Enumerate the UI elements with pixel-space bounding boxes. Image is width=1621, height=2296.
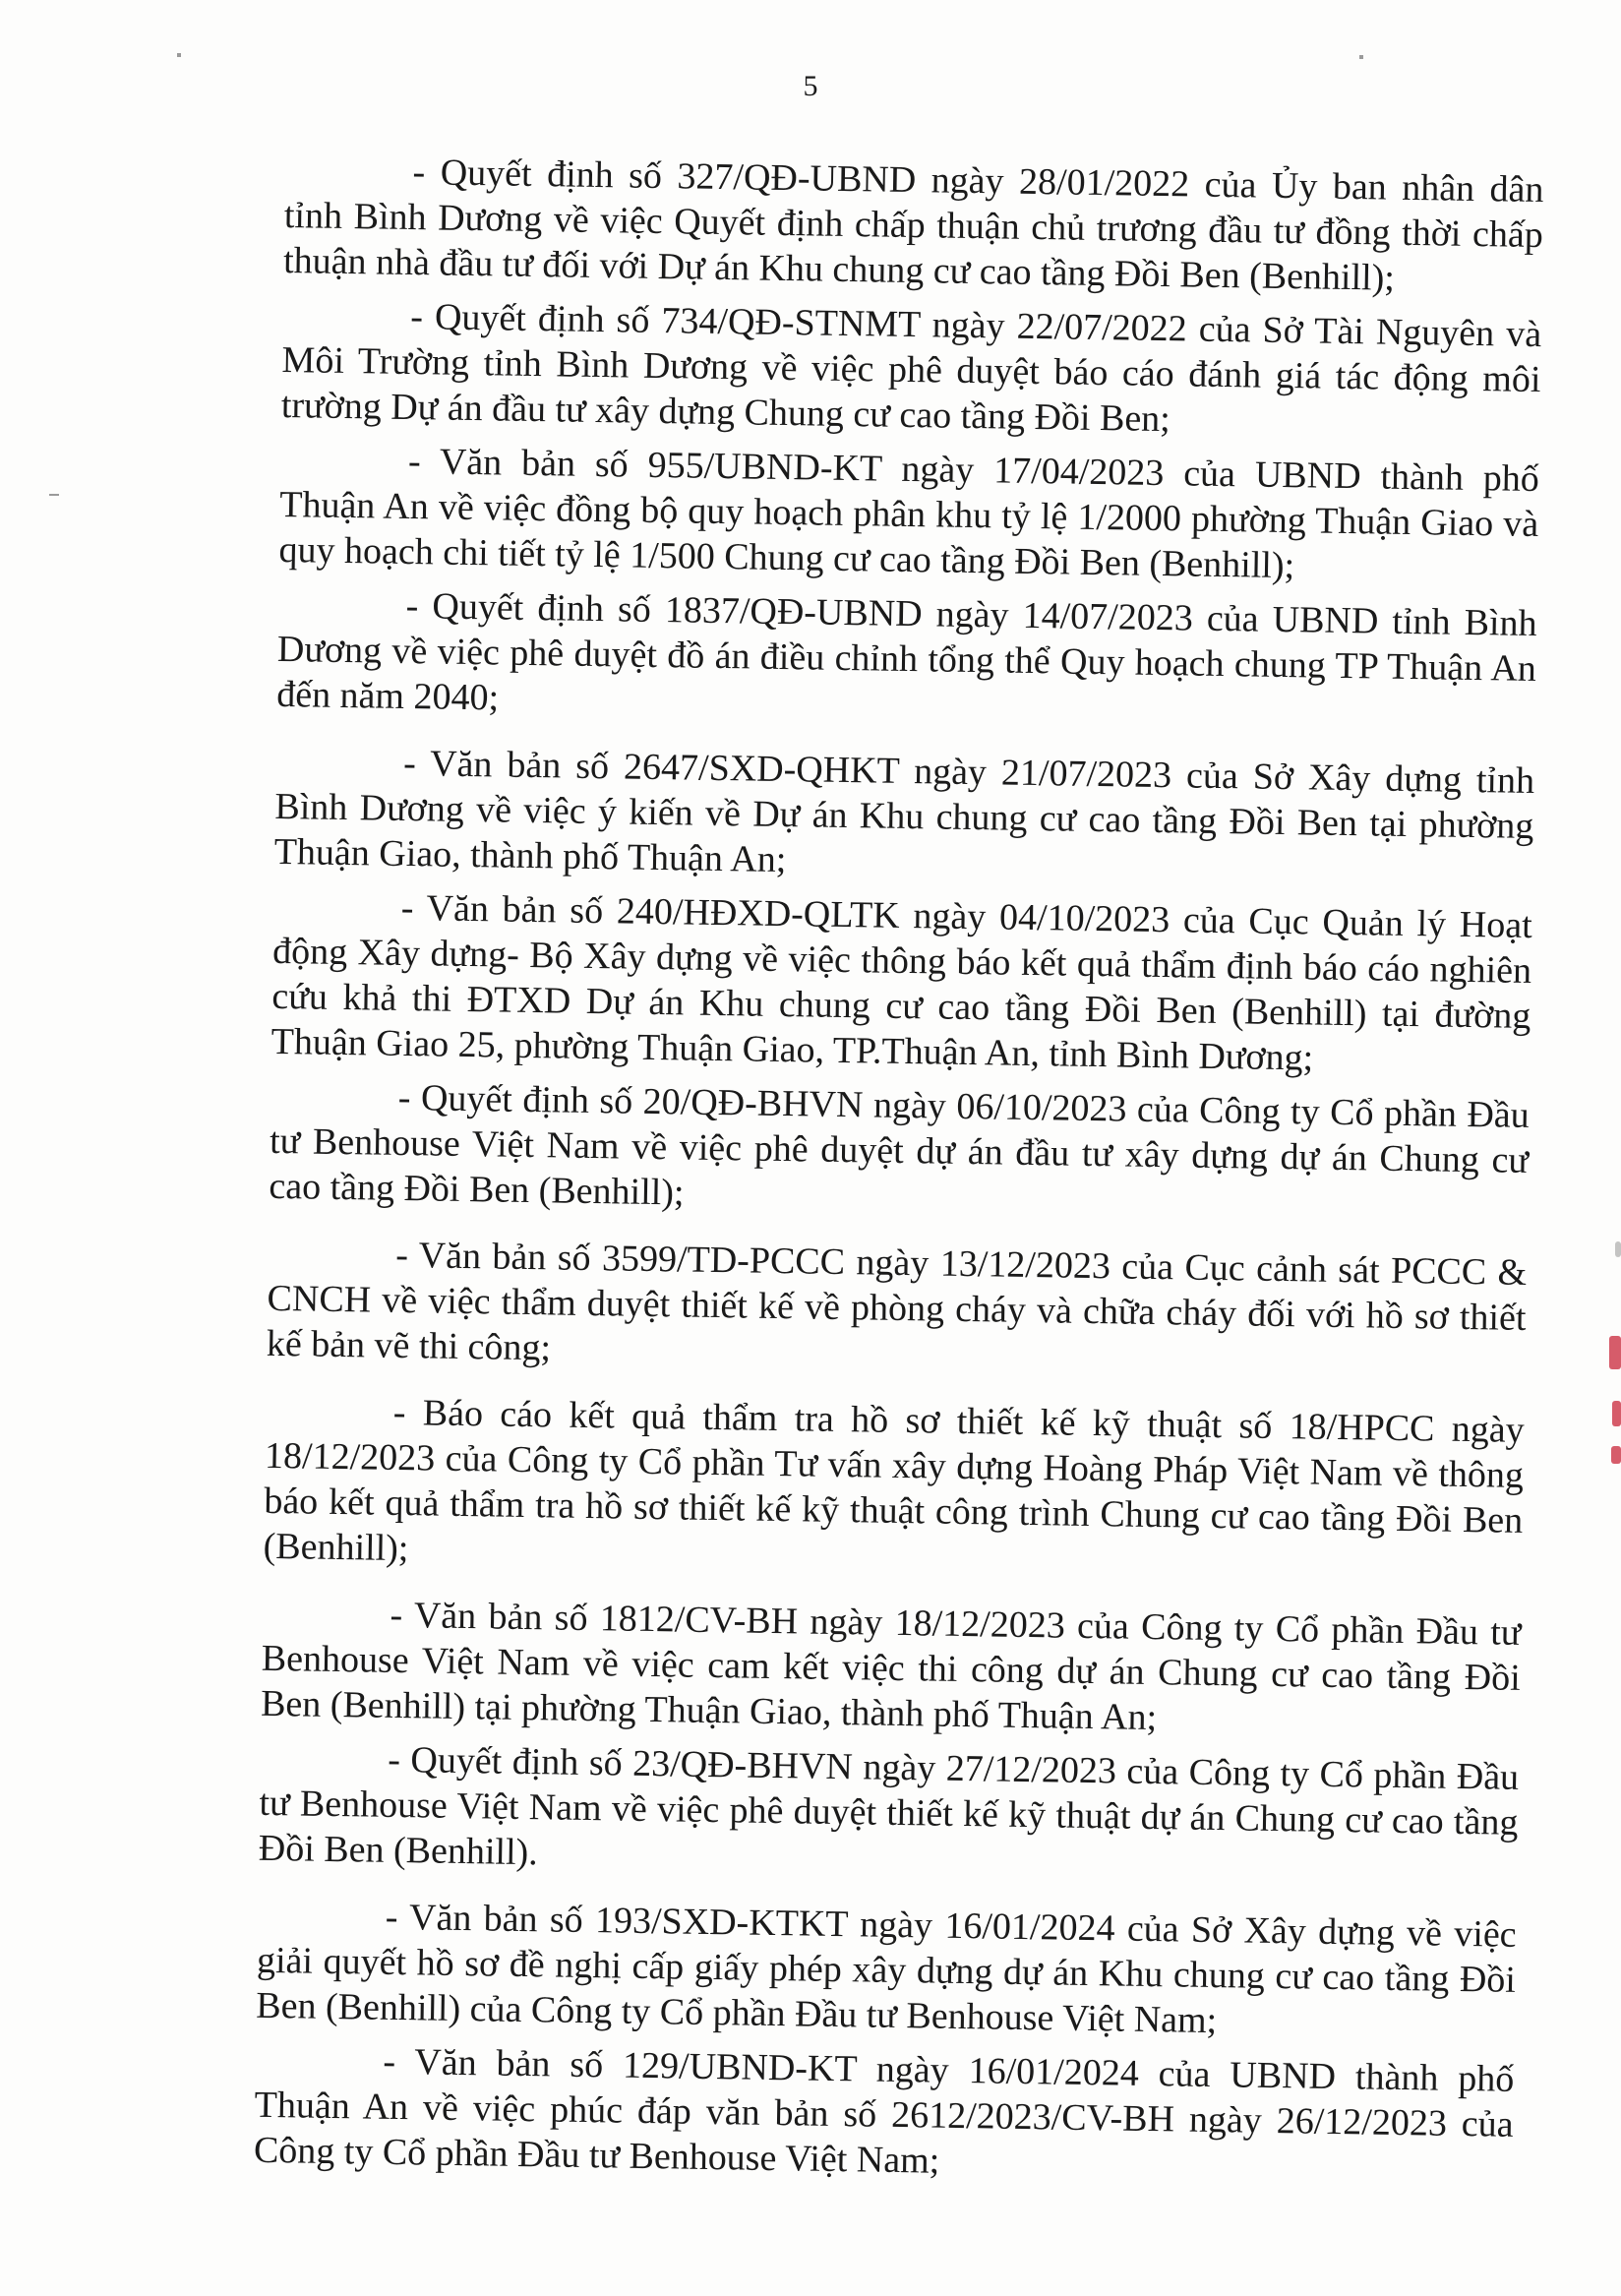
paragraph-7: - Quyết định số 20/QĐ-BHVN ngày 06/10/2023 của Công ty Cổ phần Đầu tư Benhouse Việt Nam về việc phê duyệt dự án đầu tư xây dựng dự án Chung cư cao tầng Đồi Ben (Benhill); [269, 1076, 1531, 1214]
paragraph-4: - Quyết định số 1837/QĐ-UBND ngày 14/07/2023 của UBND tỉnh Bình Dương về việc phê duyệt đồ án điều chỉnh tổng thể Quy hoạch chung TP Thuận An đến năm 2040; [275, 584, 1537, 719]
scan-edge-mark [1615, 1241, 1621, 1257]
paragraph-2: - Quyết định số 734/QĐ-STNMT ngày 22/07/2022 của Sở Tài Nguyên và Môi Trường tỉnh Bình Dương về việc phê duyệt báo cáo đánh giá tác động môi trường Dự án đầu tư xây dựng Chung cư cao tầng Đồi Ben; [280, 296, 1542, 441]
page-number: 5 [803, 70, 818, 102]
scan-speck [1359, 55, 1363, 59]
seal-edge-mark [1609, 1336, 1621, 1369]
scan-speck [49, 494, 59, 496]
scan-speck [177, 53, 181, 57]
paragraph-9: - Báo cáo kết quả thẩm tra hồ sơ thiết kế kỹ thuật số 18/HPCC ngày 18/12/2023 của Công ty Cổ phần Tư vấn xây dựng Hoàng Pháp Việt Nam về thông báo kết quả thẩm tra hồ sơ thiết kế kỹ thuật công trình Chung cư cao tầng Đồi Ben (Benhill); [263, 1391, 1526, 1570]
paragraph-11: - Quyết định số 23/QĐ-BHVN ngày 27/12/2023 của Công ty Cổ phần Đầu tư Benhouse Việt Nam về việc phê duyệt thiết kế kỹ thuật dự án Chung cư cao tầng Đồi Ben (Benhill). [258, 1738, 1520, 1874]
paragraph-13: - Văn bản số 129/UBND-KT ngày 16/01/2024 của UBND thành phố Thuận An về việc phúc đáp văn bản số 2612/2023/CV-BH ngày 26/12/2023 của Công ty Cổ phần Đầu tư Benhouse Việt Nam; [253, 2040, 1515, 2182]
paragraph-10: - Văn bản số 1812/CV-BH ngày 18/12/2023 của Công ty Cổ phần Đầu tư Benhouse Việt Nam về việc cam kết việc thi công dự án Chung cư cao tầng Đồi Ben (Benhill) tại phường Thuận Giao, thành phố Thuận An; [260, 1594, 1522, 1739]
document-body [254, 148, 1544, 2202]
paragraph-12: - Văn bản số 193/SXD-KTKT ngày 16/01/2024 của Sở Xây dựng về việc giải quyết hồ sơ đề nghị cấp giấy phép xây dựng dự án Khu chung cư cao tầng Đồi Ben (Benhill) của Công ty Cổ phần Đầu tư Benhouse Việt Nam; [255, 1896, 1517, 2042]
paragraph-5: - Văn bản số 2647/SXD-QHKT ngày 21/07/2023 của Sở Xây dựng tỉnh Bình Dương về việc ý kiến về Dự án Khu chung cư cao tầng Đồi Ben tại phường Thuận Giao, thành phố Thuận An; [273, 742, 1535, 881]
paragraph-8: - Văn bản số 3599/TD-PCCC ngày 13/12/2023 của Cục cảnh sát PCCC & CNCH về việc thẩm duyệt thiết kế về phòng cháy và chữa cháy đối với hồ sơ thiết kế bản vẽ thi công; [266, 1234, 1528, 1369]
paragraph-6: - Văn bản số 240/HĐXD-QLTK ngày 04/10/2023 của Cục Quản lý Hoạt động Xây dựng- Bộ Xây dựng về việc thông báo kết quả thẩm định báo cáo nghiên cứu khả thi ĐTXD Dự án Khu chung cư cao tầng Đồi Ben (Benhill) tại đường Thuận Giao 25, phường Thuận Giao, TP.Thuận An, tỉnh Bình Dương; [270, 886, 1533, 1079]
paragraph-3: - Văn bản số 955/UBND-KT ngày 17/04/2023 của UBND thành phố Thuận An về việc đồng bộ quy hoạch phân khu tỷ lệ 1/2000 phường Thuận Giao và quy hoạch chi tiết tỷ lệ 1/500 Chung cư cao tầng Đồi Ben (Benhill); [278, 441, 1540, 587]
seal-edge-mark [1611, 1446, 1621, 1464]
paragraph-1: - Quyết định số 327/QĐ-UBND ngày 28/01/2022 của Ủy ban nhân dân tỉnh Bình Dương về việc Quyết định chấp thuận chủ trương đầu tư đồng thời chấp thuận nhà đầu tư đối với Dự án Khu chung cư cao tầng Đồi Ben (Benhill); [282, 151, 1544, 299]
seal-edge-mark [1612, 1401, 1621, 1426]
